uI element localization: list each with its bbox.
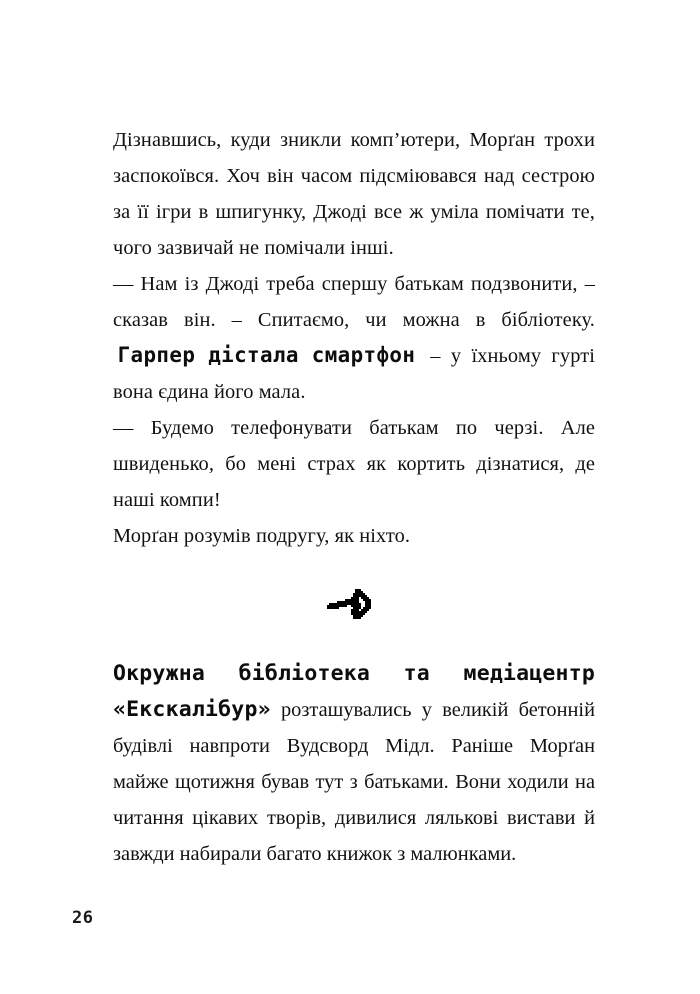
paragraph-2 bbox=[113, 266, 595, 410]
paragraph-2-dialogue: — Нам із Джоді треба спершу батькам подзвонити, – сказав він. – Спитаємо, чи можна в бібліотеку. bbox=[113, 273, 595, 331]
section-continuation: розташувались у великій бетонній будівлі навпроти Вудсворд Мідл. Раніше Морґан майже щотижня бував тут з батьками. Вони ходили на читання цікавих творів, дивилися лялькові вистави й завжди набирали багато книжок з малюнками. bbox=[113, 699, 595, 865]
page-text-block bbox=[113, 122, 595, 554]
paragraph-2-tail: – у їхньому гурті вона єдина його мала. bbox=[113, 345, 595, 403]
section-divider bbox=[0, 578, 700, 634]
pixel-arrow-right-icon bbox=[327, 589, 373, 623]
paragraph-4: Морґан розумів подругу, як ніхто. bbox=[113, 525, 411, 547]
paragraph-3: — Будемо телефонувати батькам по черзі. Але швиденько, бо мені страх як кортить дізнатися, де наші компи! bbox=[113, 417, 595, 511]
emphasis-harper-phone: Гарпер дістала смартфон bbox=[117, 343, 416, 368]
section-heading-paragraph bbox=[113, 656, 595, 872]
section-text-block bbox=[113, 656, 595, 872]
section-heading: Окружна бібліотека та медіацентр «Екскалібур» bbox=[113, 661, 595, 722]
paragraph-1: Дізнавшись, куди зникли комп’ютери, Морґан трохи заспокоївся. Хоч він часом підсміювався над сестрою за її ігри в шпигунку, Джоді все ж уміла помічати те, чого зазвичай не помічали інші. bbox=[113, 129, 595, 259]
page-number: 26 bbox=[72, 908, 94, 928]
